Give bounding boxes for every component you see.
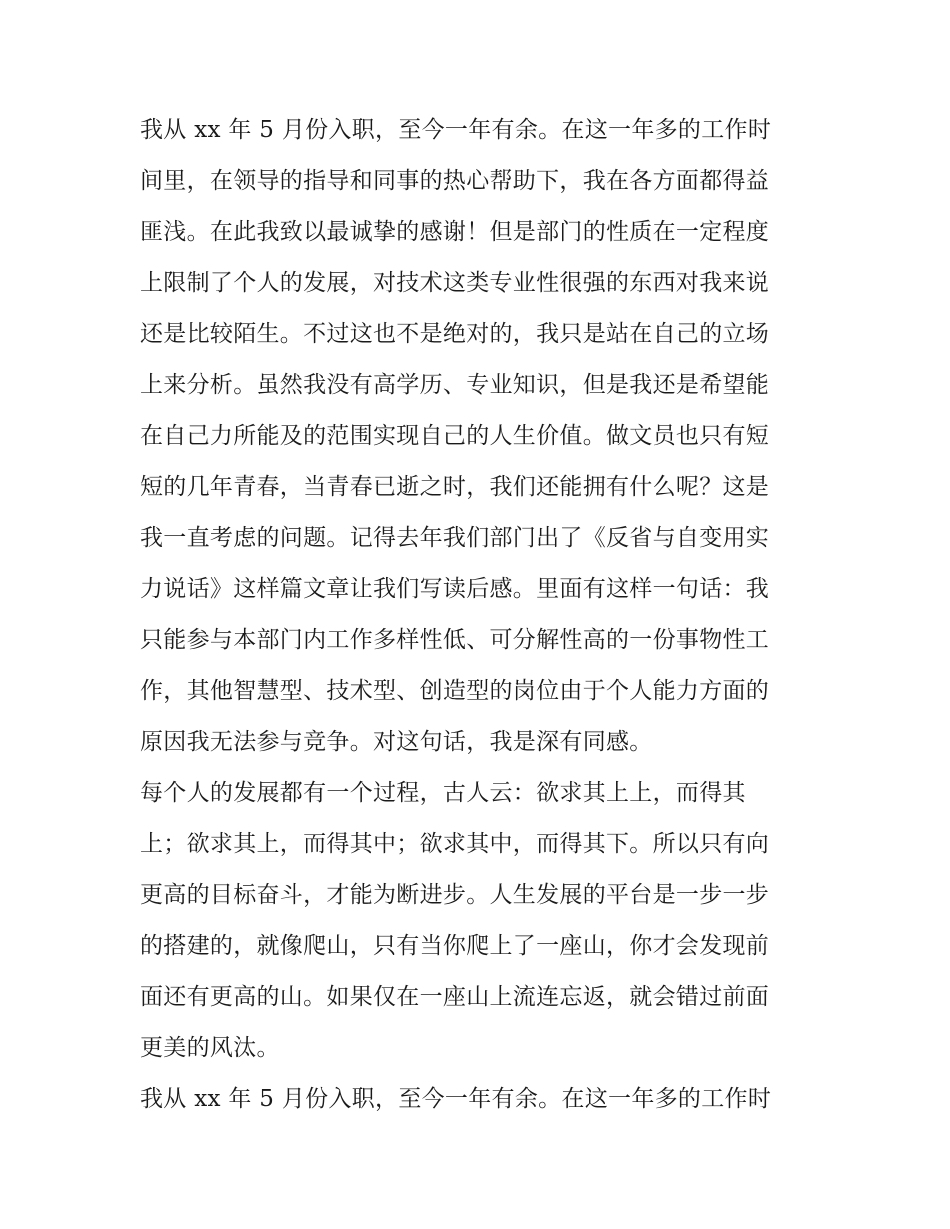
text-line: 在自己力所能及的范围实现自己的人生价值。做文员也只有短 [140,423,770,449]
text-line: 只能参与本部门内工作多样性低、可分解性高的一份事物性工 [140,627,770,653]
paragraph-2 [140,768,820,1074]
text-line: 短的几年青春，当青春已逝之时，我们还能拥有什么呢？这是 [140,474,770,500]
text-line: 间里，在领导的指导和同事的热心帮助下，我在各方面都得益 [140,168,770,194]
paragraph-1 [140,105,820,768]
text-line: 力说话》这样篇文章让我们写读后感。里面有这样一句话：我 [140,576,770,602]
paragraph-3 [140,1074,820,1125]
text-line: 更高的目标奋斗，才能为断进步。人生发展的平台是一步一步 [140,882,770,908]
text-line: 上来分析。虽然我没有高学历、专业知识，但是我还是希望能 [140,372,770,398]
text-line: 我从 xx 年 5 月份入职，至今一年有余。在这一年多的工作时 [140,117,772,143]
text-line: 匪浅。在此我致以最诚挚的感谢！但是部门的性质在一定程度 [140,219,770,245]
text-line: 还是比较陌生。不过这也不是绝对的，我只是站在自己的立场 [140,321,770,347]
text-line: 我一直考虑的问题。记得去年我们部门出了《反省与自变用实 [140,525,770,551]
text-line: 的搭建的，就像爬山，只有当你爬上了一座山，你才会发现前 [140,933,770,959]
text-line: 面还有更高的山。如果仅在一座山上流连忘返，就会错过前面 [140,984,770,1010]
text-line: 我从 xx 年 5 月份入职，至今一年有余。在这一年多的工作时 [140,1086,772,1112]
text-line: 每个人的发展都有一个过程，古人云：欲求其上上，而得其 [140,780,746,806]
text-line: 上；欲求其上，而得其中；欲求其中，而得其下。所以只有向 [140,831,770,857]
text-line: 作，其他智慧型、技术型、创造型的岗位由于个人能力方面的 [140,678,770,704]
text-line: 原因我无法参与竞争。对这句话，我是深有同感。 [140,729,653,755]
text-line: 更美的风汰。 [140,1035,280,1061]
text-line: 上限制了个人的发展，对技术这类专业性很强的东西对我来说 [140,270,770,296]
document-body [140,105,820,1125]
